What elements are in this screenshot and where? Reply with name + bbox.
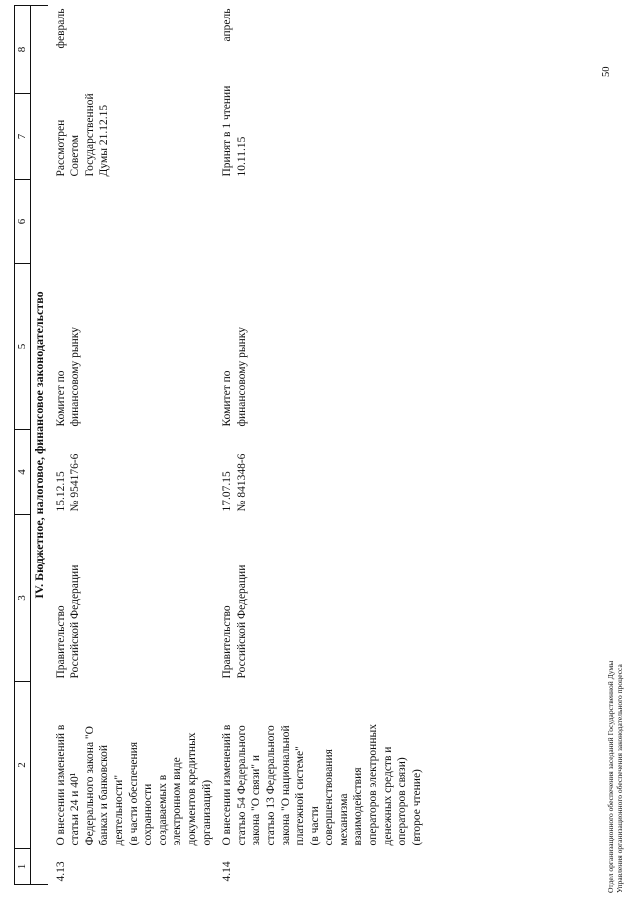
page-number: 50 (601, 66, 612, 77)
bill-title-line: статью 54 Федерального (235, 725, 248, 846)
bill-title-line: механизма (337, 793, 350, 846)
bill-status-line: 10.11.15 (235, 136, 248, 177)
column-6-cell (214, 180, 424, 264)
committee (214, 264, 424, 430)
bill-status (54, 48, 112, 176)
bill-title-line: деятельности" (112, 774, 125, 846)
bill-status-line: Принят в 1 чтении (221, 85, 234, 177)
bill-title-line: Федерального закона "О (83, 726, 96, 846)
column-number-header: 7 (15, 94, 31, 180)
committee (48, 264, 215, 430)
initiator-line: Правительство (54, 605, 67, 679)
committee-line: финансовому рынку (235, 327, 248, 427)
bill-title-line: создаваемых в (156, 774, 169, 846)
bill-title-line: закона "О национальной (279, 725, 292, 846)
status-wrap (220, 9, 249, 177)
initiator-line: Правительство (221, 605, 234, 679)
bill-title-line: денежных средств и (381, 746, 394, 846)
bill-status-line: Думы 21.12.15 (98, 104, 111, 177)
row-number: 4.13 (54, 861, 67, 882)
status-and-month (214, 6, 424, 180)
status-wrap (54, 9, 112, 177)
initiator-line: Российской Федерации (235, 564, 248, 679)
bill-title-line: операторов электронных (367, 724, 380, 846)
planned-month: февраль (54, 8, 67, 49)
submission-date: 15.12.15 (54, 471, 67, 512)
bill-title-line: статьи 24 и 40¹ (69, 772, 82, 846)
bill-title-line: (второе чтение) (410, 769, 423, 846)
bill-number: № 954176-6 (69, 453, 82, 512)
page-footer (606, 661, 624, 893)
bill-title-line: О внесении изменений в (54, 724, 67, 846)
table-row (214, 6, 424, 885)
bill-title-line: статью 13 Федерального (264, 725, 277, 846)
initiator-line: Российской Федерации (69, 564, 82, 679)
bill-status-line: Советом (69, 134, 82, 177)
bill-status-line: Рассмотрен (54, 119, 67, 177)
initiator (214, 515, 424, 682)
bill-title-line: операторов связи) (396, 757, 409, 846)
registration (48, 430, 215, 515)
footer-line: Управления организационного обеспечения законодательного процесса (615, 664, 624, 893)
bill-title-line: платежной системе" (294, 746, 307, 846)
column-number-header: 4 (15, 430, 31, 515)
row-number: 4.14 (221, 861, 234, 882)
bill-title-line: взаимодействия (352, 767, 365, 846)
column-number-header: 6 (15, 180, 31, 264)
bill-title (214, 682, 424, 849)
initiator (48, 515, 215, 682)
column-number-header: 8 (15, 6, 31, 94)
legislation-table (14, 5, 424, 885)
status-and-month (48, 6, 215, 180)
planned-month: апрель (221, 8, 234, 42)
section-row (30, 6, 48, 885)
column-6-cell (48, 180, 215, 264)
committee-line: Комитет по (221, 370, 234, 427)
submission-date: 17.07.15 (221, 471, 234, 512)
footer-line: Отдел организационного обеспечения заседаний Государственной Думы (606, 660, 615, 893)
bill-number: № 841348-6 (235, 453, 248, 512)
bill-status (220, 42, 249, 177)
column-number-header: 5 (15, 264, 31, 430)
bill-title-line: (в части (308, 806, 321, 846)
bill-title-line: документов кредитных (185, 732, 198, 846)
column-number-row (15, 6, 31, 885)
bill-title-line: совершенствования (323, 749, 336, 846)
bill-title (48, 682, 215, 849)
section-title: IV. Бюджетное, налоговое, финансовое законодательство (30, 6, 48, 885)
column-number-header: 2 (15, 682, 31, 849)
committee-line: Комитет по (54, 370, 67, 427)
registration (214, 430, 424, 515)
committee-line: финансовому рынку (69, 327, 82, 427)
bill-status-line: Государственной (83, 93, 96, 177)
bill-title-line: (в части обеспечения (127, 741, 140, 846)
table-row (48, 6, 215, 885)
bill-title-line: закона "О связи" и (250, 754, 263, 846)
bill-title-line: О внесении изменений в (221, 724, 234, 846)
column-number-header: 3 (15, 515, 31, 682)
bill-title-line: организаций) (200, 779, 213, 846)
column-number-header: 1 (15, 849, 31, 885)
bill-title-line: электронном виде (171, 757, 184, 846)
bill-title-line: банках и банковской (98, 744, 111, 846)
bill-title-line: сохранности (142, 783, 155, 846)
